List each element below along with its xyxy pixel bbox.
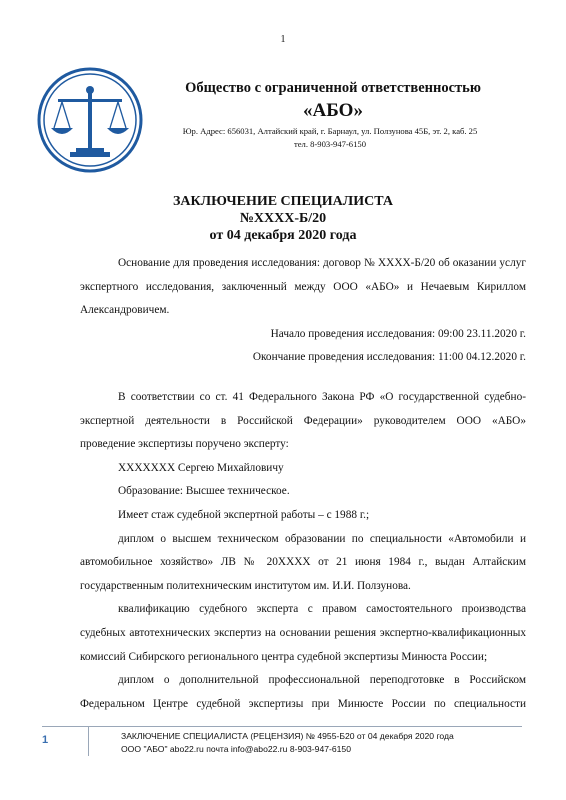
title-date: от 04 декабря 2020 года — [209, 228, 357, 243]
footer-separator — [88, 726, 89, 756]
organization-phone: тел. 8-903-947-6150 — [293, 139, 366, 149]
start-time: Начало проведения исследования: 09:00 23.11.2020 г. — [270, 327, 526, 340]
end-time: Окончание проведения исследования: 11:00 04.12.2020 г. — [252, 351, 526, 364]
law-paragraph: В соответствии со ст. 41 Федерального Закона РФ «О государственной судебно-экспертной деятельности в Российской Федерации» руководителем ООО «АБО» проведение экспертизы поручено эксперту: — [80, 390, 526, 451]
footer-line-2: ООО "АБО" abo22.ru почта info@abo22.ru 8-903-947-6150 — [121, 744, 351, 754]
basis-paragraph: Основание для проведения исследования: договор № XXXX-Б/20 об оказании услуг экспертного исследования, заключенный между ООО «АБО» и Нечаевым Кириллом Александровичем. — [80, 257, 526, 317]
organization-short-name: «АБО» — [303, 100, 363, 121]
footer-page-number: 1 — [42, 734, 49, 746]
title-line-1: ЗАКЛЮЧЕНИЕ СПЕЦИАЛИСТА — [173, 194, 393, 209]
footer-divider — [42, 726, 522, 727]
organization-address: Юр. Адрес: 656031, Алтайский край, г. Барнаул, ул. Ползунова 45Б, эт. 2, каб. 25 — [182, 126, 478, 136]
scales-of-justice-icon — [36, 66, 144, 174]
document-title — [0, 193, 566, 244]
education: Образование: Высшее техническое. — [118, 485, 290, 498]
footer-text — [121, 730, 454, 756]
retraining-line-1: диплом о дополнительной профессиональной переподготовке в Российском — [118, 674, 526, 687]
organization-name: Общество с ограниченной ответственностью — [185, 80, 481, 96]
document-body — [80, 252, 526, 716]
experience: Имеет стаж судебной экспертной работы – с 1988 г.; — [118, 508, 370, 521]
title-number: №XXXX-Б/20 — [239, 211, 327, 226]
diploma-paragraph: диплом о высшем техническом образовании по специальности «Автомобили и автомобильное хозяйство» ЛВ № 20XXXX от 21 июня 1984 г., выдан Алтайским государственным политехническим институтом им. И.И. Ползунова. — [80, 532, 526, 592]
footer-line-1: ЗАКЛЮЧЕНИЕ СПЕЦИАЛИСТА (РЕЦЕНЗИЯ) № 4955-Б20 от 04 декабря 2020 года — [121, 731, 454, 741]
retraining-line-2: Федеральном Центре судебной экспертизы при Минюсте России по специальности — [80, 697, 526, 710]
qualification-paragraph: квалификацию судебного эксперта с правом самостоятельного производства судебных автотехнических экспертиз на основании решения экспертно-квалификационных комиссий Сибирского регионального центра судебной экспертизы Минюста России; — [80, 603, 526, 663]
page-number-top: 1 — [280, 34, 286, 45]
organization-header — [158, 80, 508, 122]
expert-name: XXXXXXX Сергею Михайловичу — [118, 461, 284, 474]
